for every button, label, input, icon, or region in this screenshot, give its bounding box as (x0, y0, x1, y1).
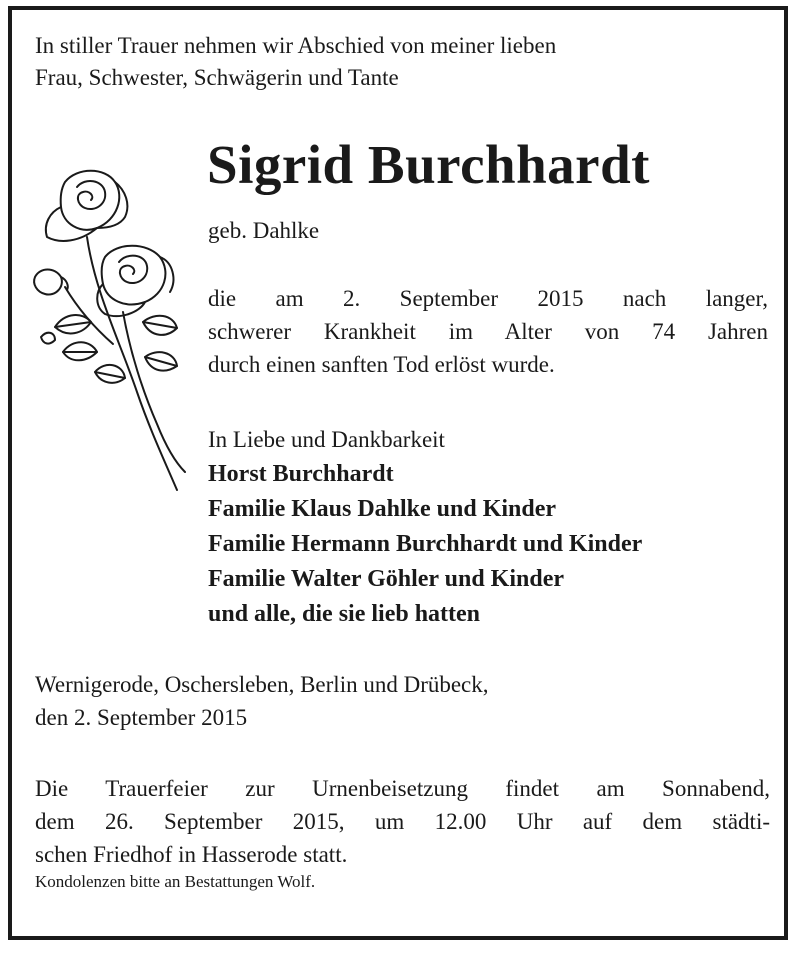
intro-text (35, 30, 770, 94)
place-and-date (35, 668, 489, 734)
death-line: die am 2. September 2015 nach langer, (208, 286, 768, 311)
mourners-block (208, 422, 642, 632)
mourners-intro: In Liebe und Dankbarkeit (208, 427, 445, 452)
rose-icon (25, 162, 200, 497)
mourner-entry: Familie Hermann Burchhardt und Kinder (208, 531, 643, 557)
ceremony-line: Die Trauerfeier zur Urnenbeisetzung findet am Sonnabend, (35, 776, 770, 801)
death-statement (208, 282, 768, 381)
ceremony-line: dem 26. September 2015, um 12.00 Uhr auf dem städti- (35, 809, 770, 834)
mourner-entry: Familie Klaus Dahlke und Kinder (208, 496, 557, 522)
ceremony-line: schen Friedhof in Hasserode statt. (35, 842, 348, 867)
mourner-entry: Horst Burchhardt (208, 461, 394, 487)
place-line: Wernigerode, Oschersleben, Berlin und Drübeck, (35, 672, 489, 697)
date-line: den 2. September 2015 (35, 705, 248, 730)
ceremony-info (35, 772, 770, 871)
condolence-note: Kondolenzen bitte an Bestattungen Wolf. (35, 872, 316, 891)
mourner-entry: und alle, die sie lieb hatten (208, 601, 481, 627)
intro-line: Frau, Schwester, Schwägerin und Tante (35, 65, 399, 90)
death-line: durch einen sanften Tod erlöst wurde. (208, 352, 555, 377)
intro-line: In stiller Trauer nehmen wir Abschied von meiner lieben (35, 33, 557, 58)
deceased-name: Sigrid Burchhardt (207, 134, 650, 195)
maiden-name: geb. Dahlke (208, 218, 320, 243)
death-line: schwerer Krankheit im Alter von 74 Jahren (208, 319, 768, 344)
mourner-entry: Familie Walter Göhler und Kinder (208, 566, 565, 592)
